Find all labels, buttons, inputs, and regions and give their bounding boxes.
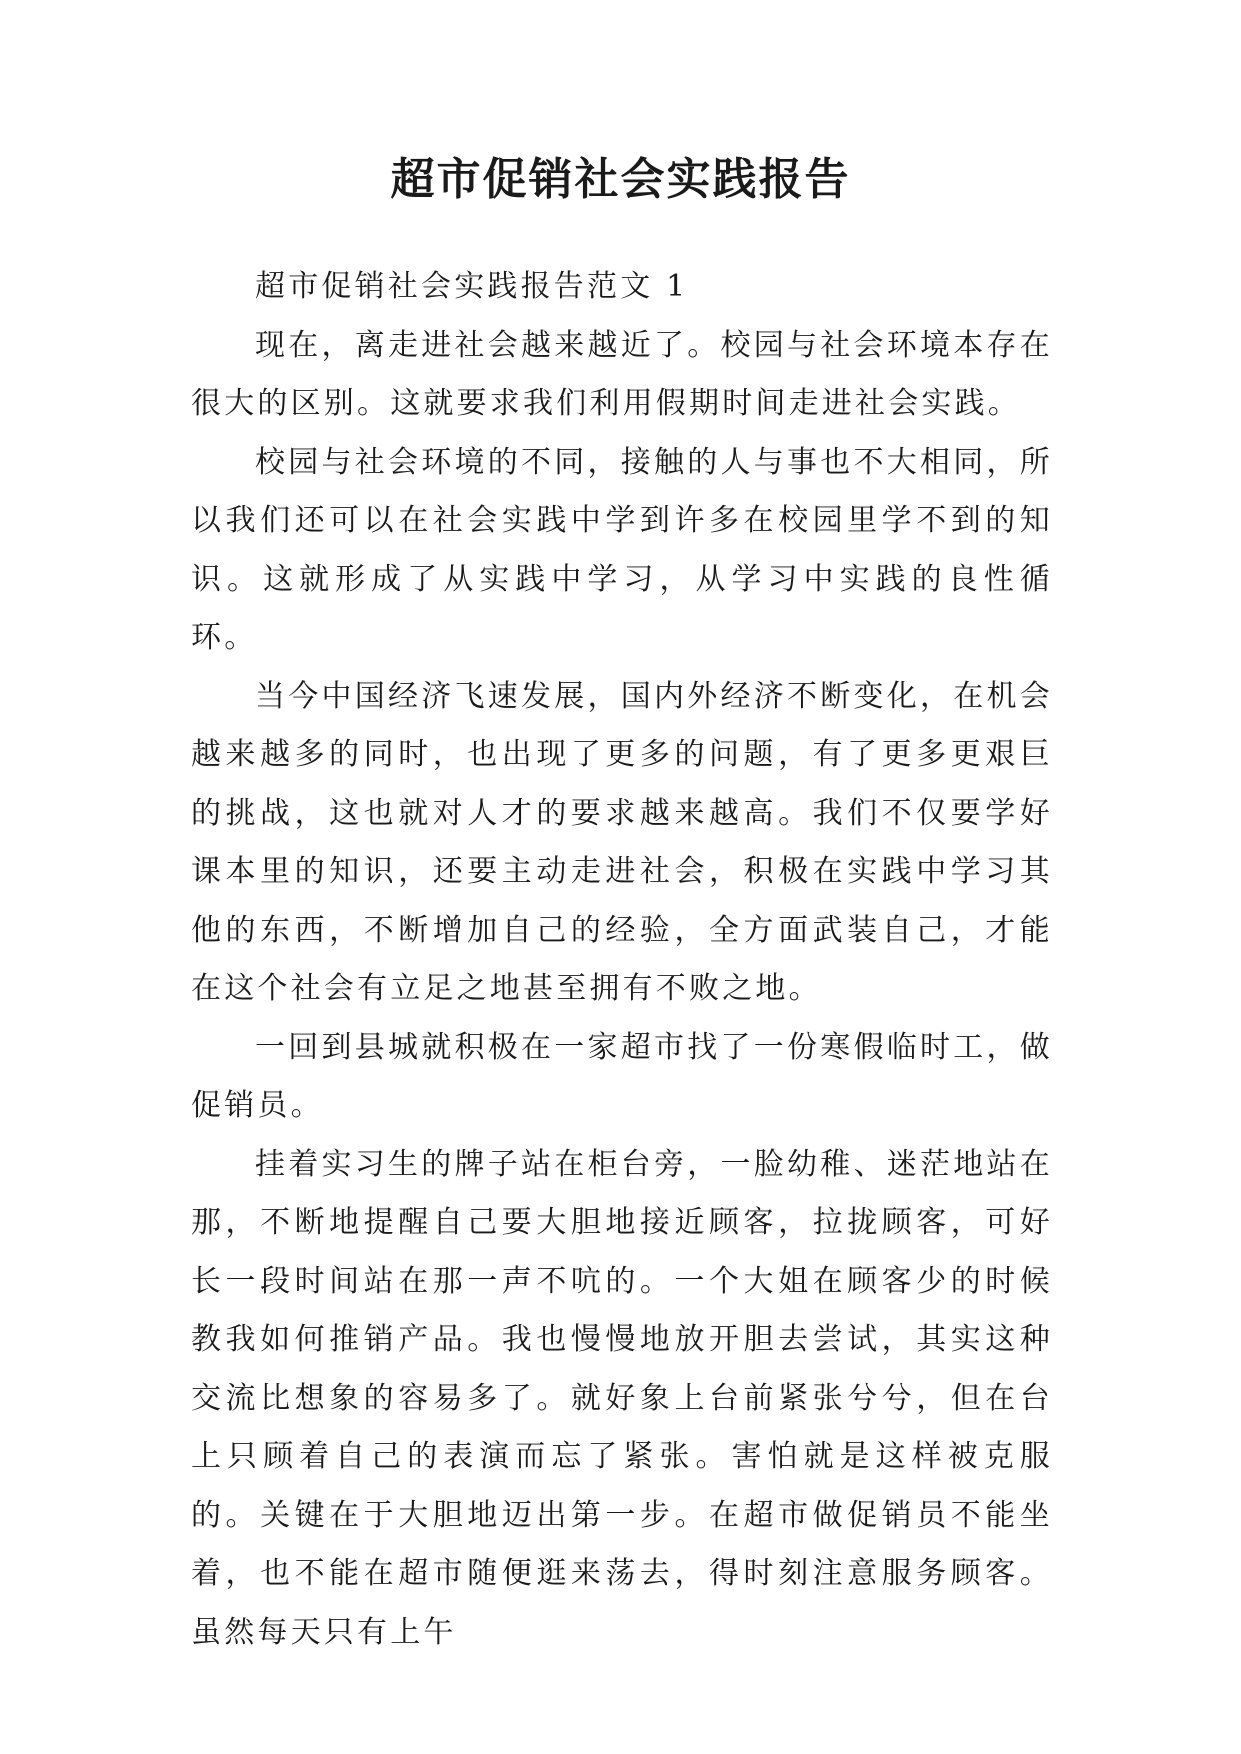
paragraph: 校园与社会环境的不同，接触的人与事也不大相同，所以我们还可以在社会实践中学到许多在校园里学不到的知识。这就形成了从实践中学习，从学习中实践的良性循环。 xyxy=(191,444,1053,655)
paragraph: 现在，离走进社会越来越近了。校园与社会环境本存在很大的区别。这就要求我们利用假期时间走进社会实践。 xyxy=(191,327,1053,421)
document-body xyxy=(191,258,1053,1662)
paragraph: 当今中国经济飞速发展，国内外经济不断变化，在机会越来越多的同时，也出现了更多的问题，有了更多更艰巨的挑战，这也就对人才的要求越来越高。我们不仅要学好课本里的知识，还要主动走进社会，积极在实践中学习其他的东西，不断增加自己的经验，全方面武装自己，才能在这个社会有立足之地甚至拥有不败之地。 xyxy=(191,678,1053,1006)
paragraph-heading: 超市促销社会实践报告范文 1 xyxy=(255,269,689,304)
paragraph: 挂着实习生的牌子站在柜台旁，一脸幼稚、迷茫地站在那，不断地提醒自己要大胆地接近顾客，拉拢顾客，可好长一段时间站在那一声不吭的。一个大姐在顾客少的时候教我如何推销产品。我也慢慢地放开胆去尝试，其实这种交流比想象的容易多了。就好象上台前紧张兮兮，但在台上只顾着自己的表演而忘了紧张。害怕就是这样被克服的。关键在于大胆地迈出第一步。在超市做促销员不能坐着，也不能在超市随便逛来荡去，得时刻注意服务顾客。虽然每天只有上午 xyxy=(191,1146,1053,1650)
document-title: 超市促销社会实践报告 xyxy=(390,154,851,205)
paragraph: 一回到县城就积极在一家超市找了一份寒假临时工，做促销员。 xyxy=(191,1029,1053,1123)
